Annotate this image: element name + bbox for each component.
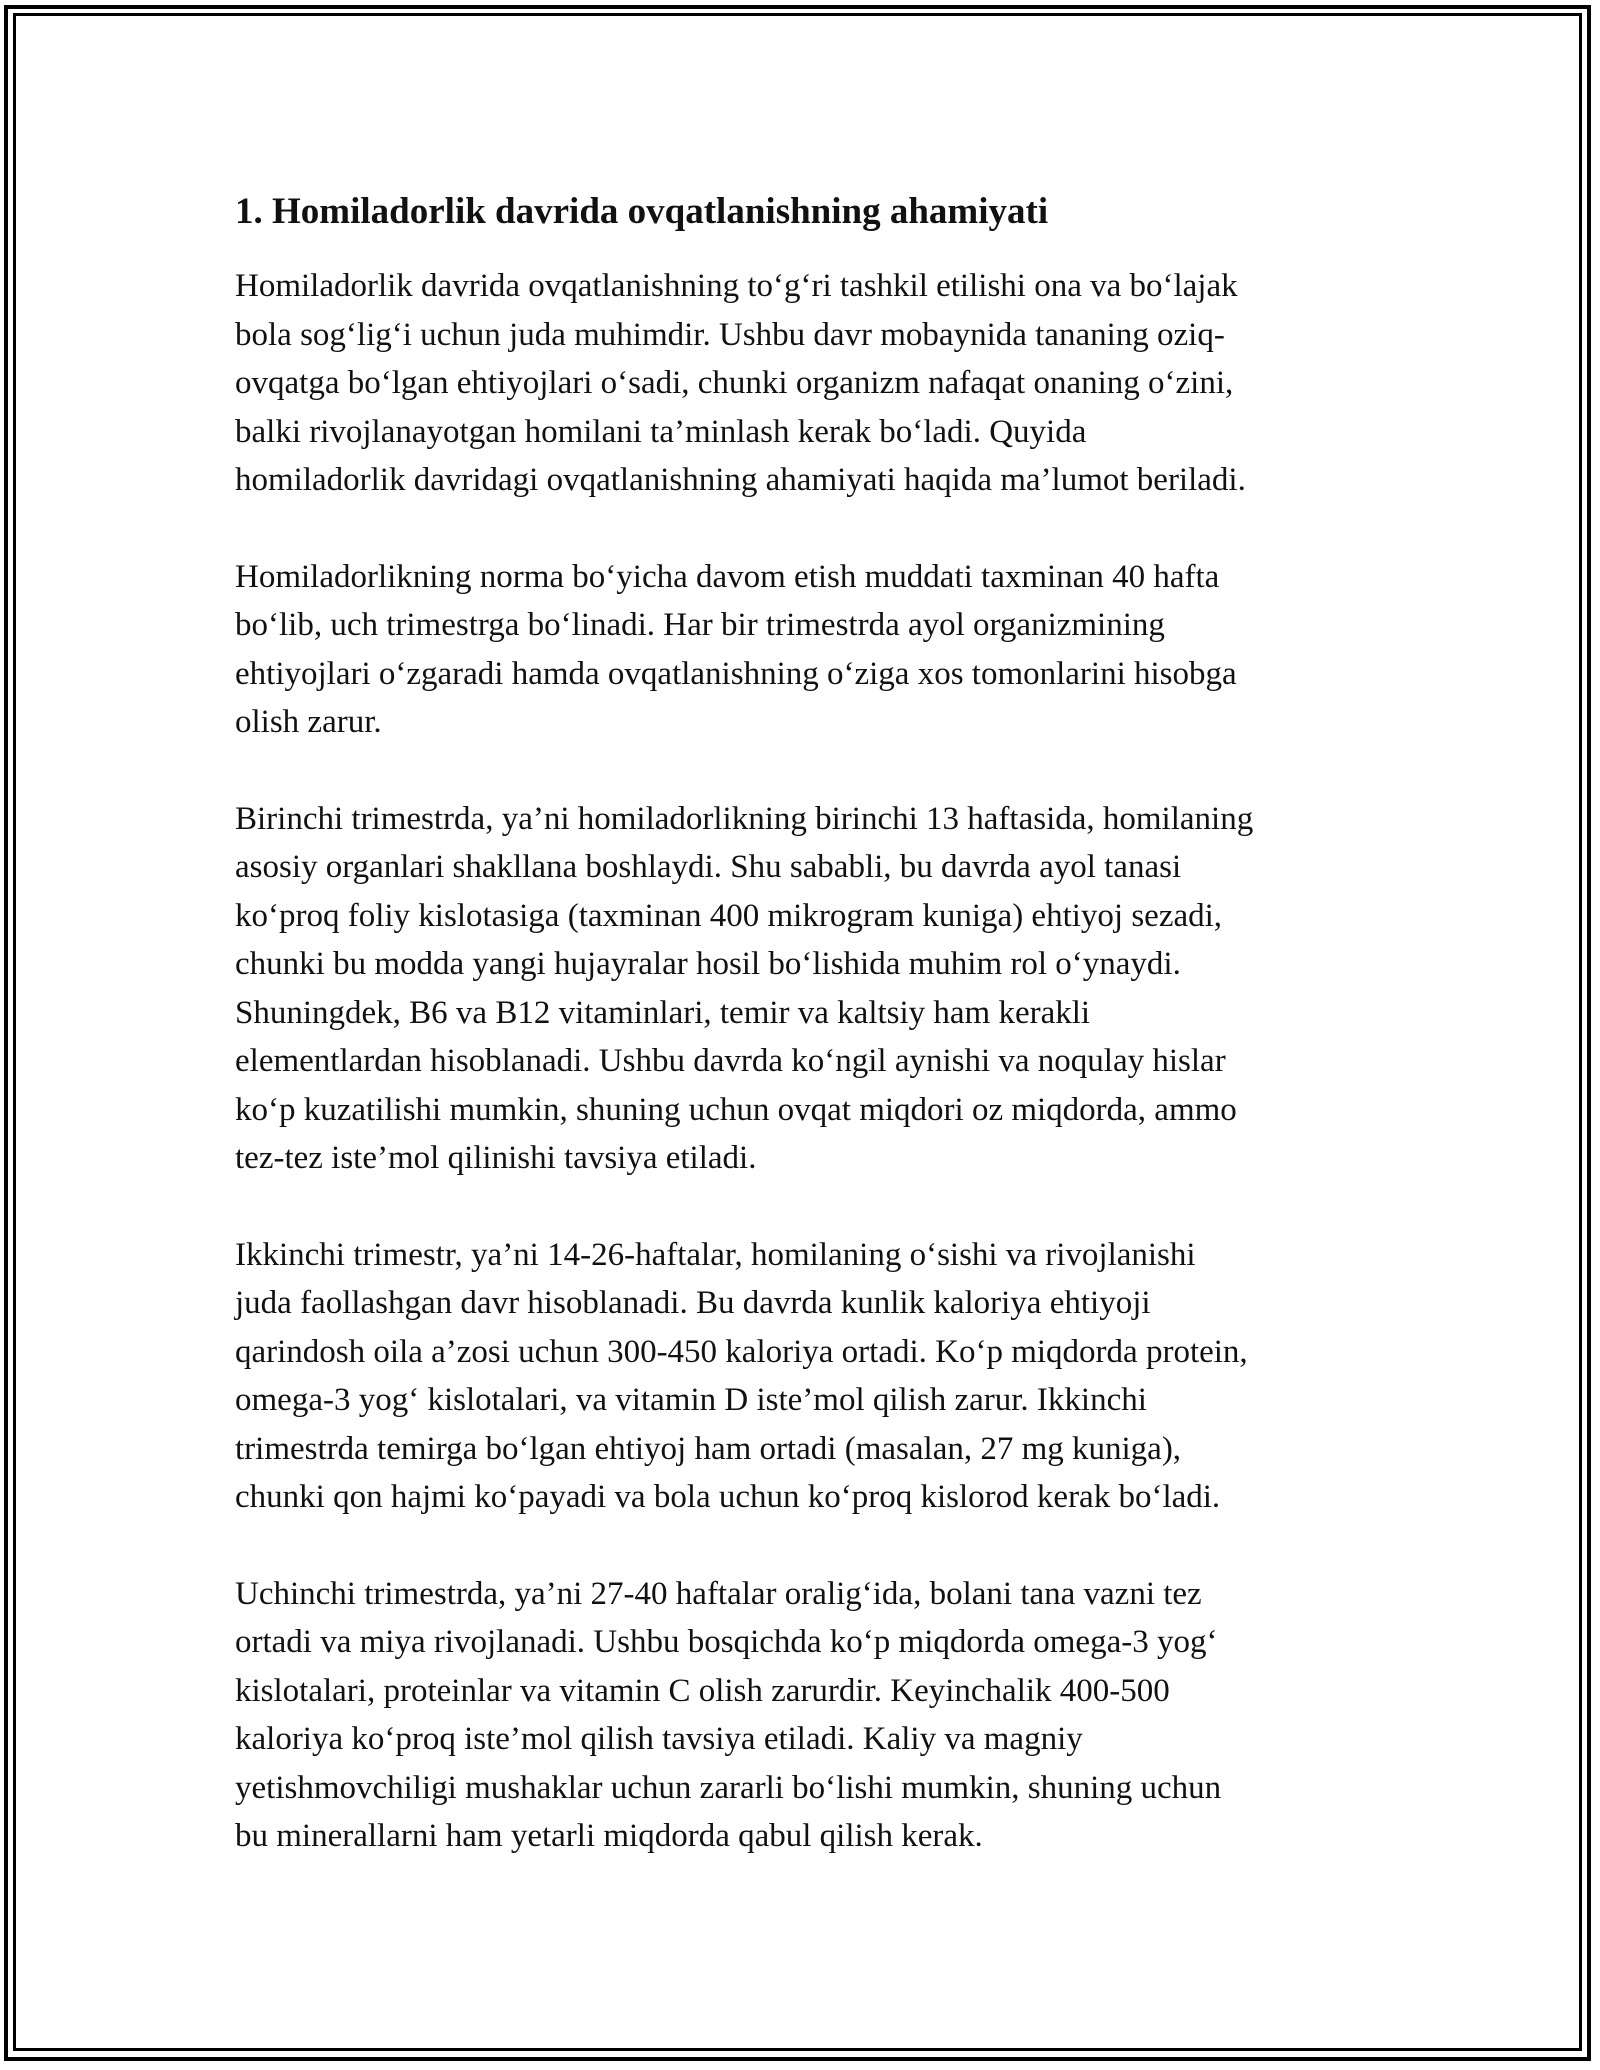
paragraph — [235, 1570, 1385, 1861]
text-line: trimestrda temirga bo‘lgan ehtiyoj ham ortadi (masalan, 27 mg kuniga), — [235, 1430, 1182, 1467]
document-body — [235, 188, 1385, 1909]
text-line: ehtiyojlari o‘zgaradi hamda ovqatlanishning o‘ziga xos tomonlarini hisobga — [235, 655, 1237, 692]
text-line: Homiladorlikning norma bo‘yicha davom etish muddati taxminan 40 hafta — [235, 558, 1220, 595]
text-line: ovqatga bo‘lgan ehtiyojlari o‘sadi, chunki organizm nafaqat onaning o‘zini, — [235, 365, 1234, 401]
text-line: Uchinchi trimestrda, ya’ni 27-40 haftalar oralig‘ida, bolani tana vazni tez — [235, 1575, 1202, 1612]
text-line: tez-tez iste’mol qilinishi tavsiya etiladi. — [235, 1140, 757, 1176]
text-line: homiladorlik davridagi ovqatlanishning ahamiyati haqida ma’lumot beriladi. — [235, 462, 1246, 498]
text-line: balki rivojlanayotgan homilani ta’minlash kerak bo‘ladi. Quyida — [235, 413, 1087, 450]
text-line: kaloriya ko‘proq iste’mol qilish tavsiya etiladi. Kaliy va magniy — [235, 1721, 1083, 1757]
text-line: Birinchi trimestrda, ya’ni homiladorlikning birinchi 13 haftasida, homilaning — [235, 800, 1254, 837]
paragraph-list — [235, 262, 1385, 1861]
paragraph — [235, 553, 1385, 747]
text-line: asosiy organlari shakllana boshlaydi. Shu sababli, bu davrda ayol tanasi — [235, 849, 1182, 885]
text-line: elementlardan hisoblanadi. Ushbu davrda ko‘ngil aynishi va noqulay hislar — [235, 1043, 1226, 1079]
text-line: chunki bu modda yangi hujayralar hosil bo‘lishida muhim rol o‘ynaydi. — [235, 946, 1181, 982]
text-line: omega-3 yog‘ kislotalari, va vitamin D iste’mol qilish zarur. Ikkinchi — [235, 1382, 1147, 1418]
text-line: bola sog‘lig‘i uchun juda muhimdir. Ushbu davr mobaynida tananing oziq- — [235, 316, 1225, 353]
text-line: Shuningdek, B6 va B12 vitaminlari, temir va kaltsiy ham kerakli — [235, 994, 1091, 1031]
text-line: yetishmovchiligi mushaklar uchun zararli bo‘lishi mumkin, shuning uchun — [235, 1769, 1222, 1806]
text-line: ortadi va miya rivojlanadi. Ushbu bosqichda ko‘p miqdorda omega-3 yog‘ — [235, 1624, 1218, 1660]
paragraph — [235, 795, 1385, 1183]
section-heading: 1. Homiladorlik davrida ovqatlanishning ahamiyati — [235, 191, 1049, 232]
paragraph — [235, 262, 1385, 505]
paragraph — [235, 1231, 1385, 1522]
text-line: chunki qon hajmi ko‘payadi va bola uchun ko‘proq kislorod kerak bo‘ladi. — [235, 1479, 1221, 1515]
text-line: Ikkinchi trimestr, ya’ni 14-26-haftalar, homilaning o‘sishi va rivojlanishi — [235, 1236, 1196, 1273]
text-line: Homiladorlik davrida ovqatlanishning to‘g‘ri tashkil etilishi ona va bo‘lajak — [235, 268, 1238, 304]
text-line: bu minerallarni ham yetarli miqdorda qabul qilish kerak. — [235, 1818, 983, 1854]
text-line: ko‘proq foliy kislotasiga (taxminan 400 mikrogram kuniga) ehtiyoj sezadi, — [235, 897, 1223, 934]
text-line: qarindosh oila a’zosi uchun 300-450 kaloriya ortadi. Ko‘p miqdorda protein, — [235, 1333, 1248, 1370]
text-line: ko‘p kuzatilishi mumkin, shuning uchun ovqat miqdori oz miqdorda, ammo — [235, 1091, 1237, 1128]
text-line: bo‘lib, uch trimestrga bo‘linadi. Har bir trimestrda ayol organizmining — [235, 607, 1165, 643]
text-line: juda faollashgan davr hisoblanadi. Bu davrda kunlik kaloriya ehtiyoji — [235, 1285, 1151, 1321]
text-line: kislotalari, proteinlar va vitamin C olish zarurdir. Keyinchalik 400-500 — [235, 1672, 1170, 1709]
text-line: olish zarur. — [235, 704, 382, 740]
